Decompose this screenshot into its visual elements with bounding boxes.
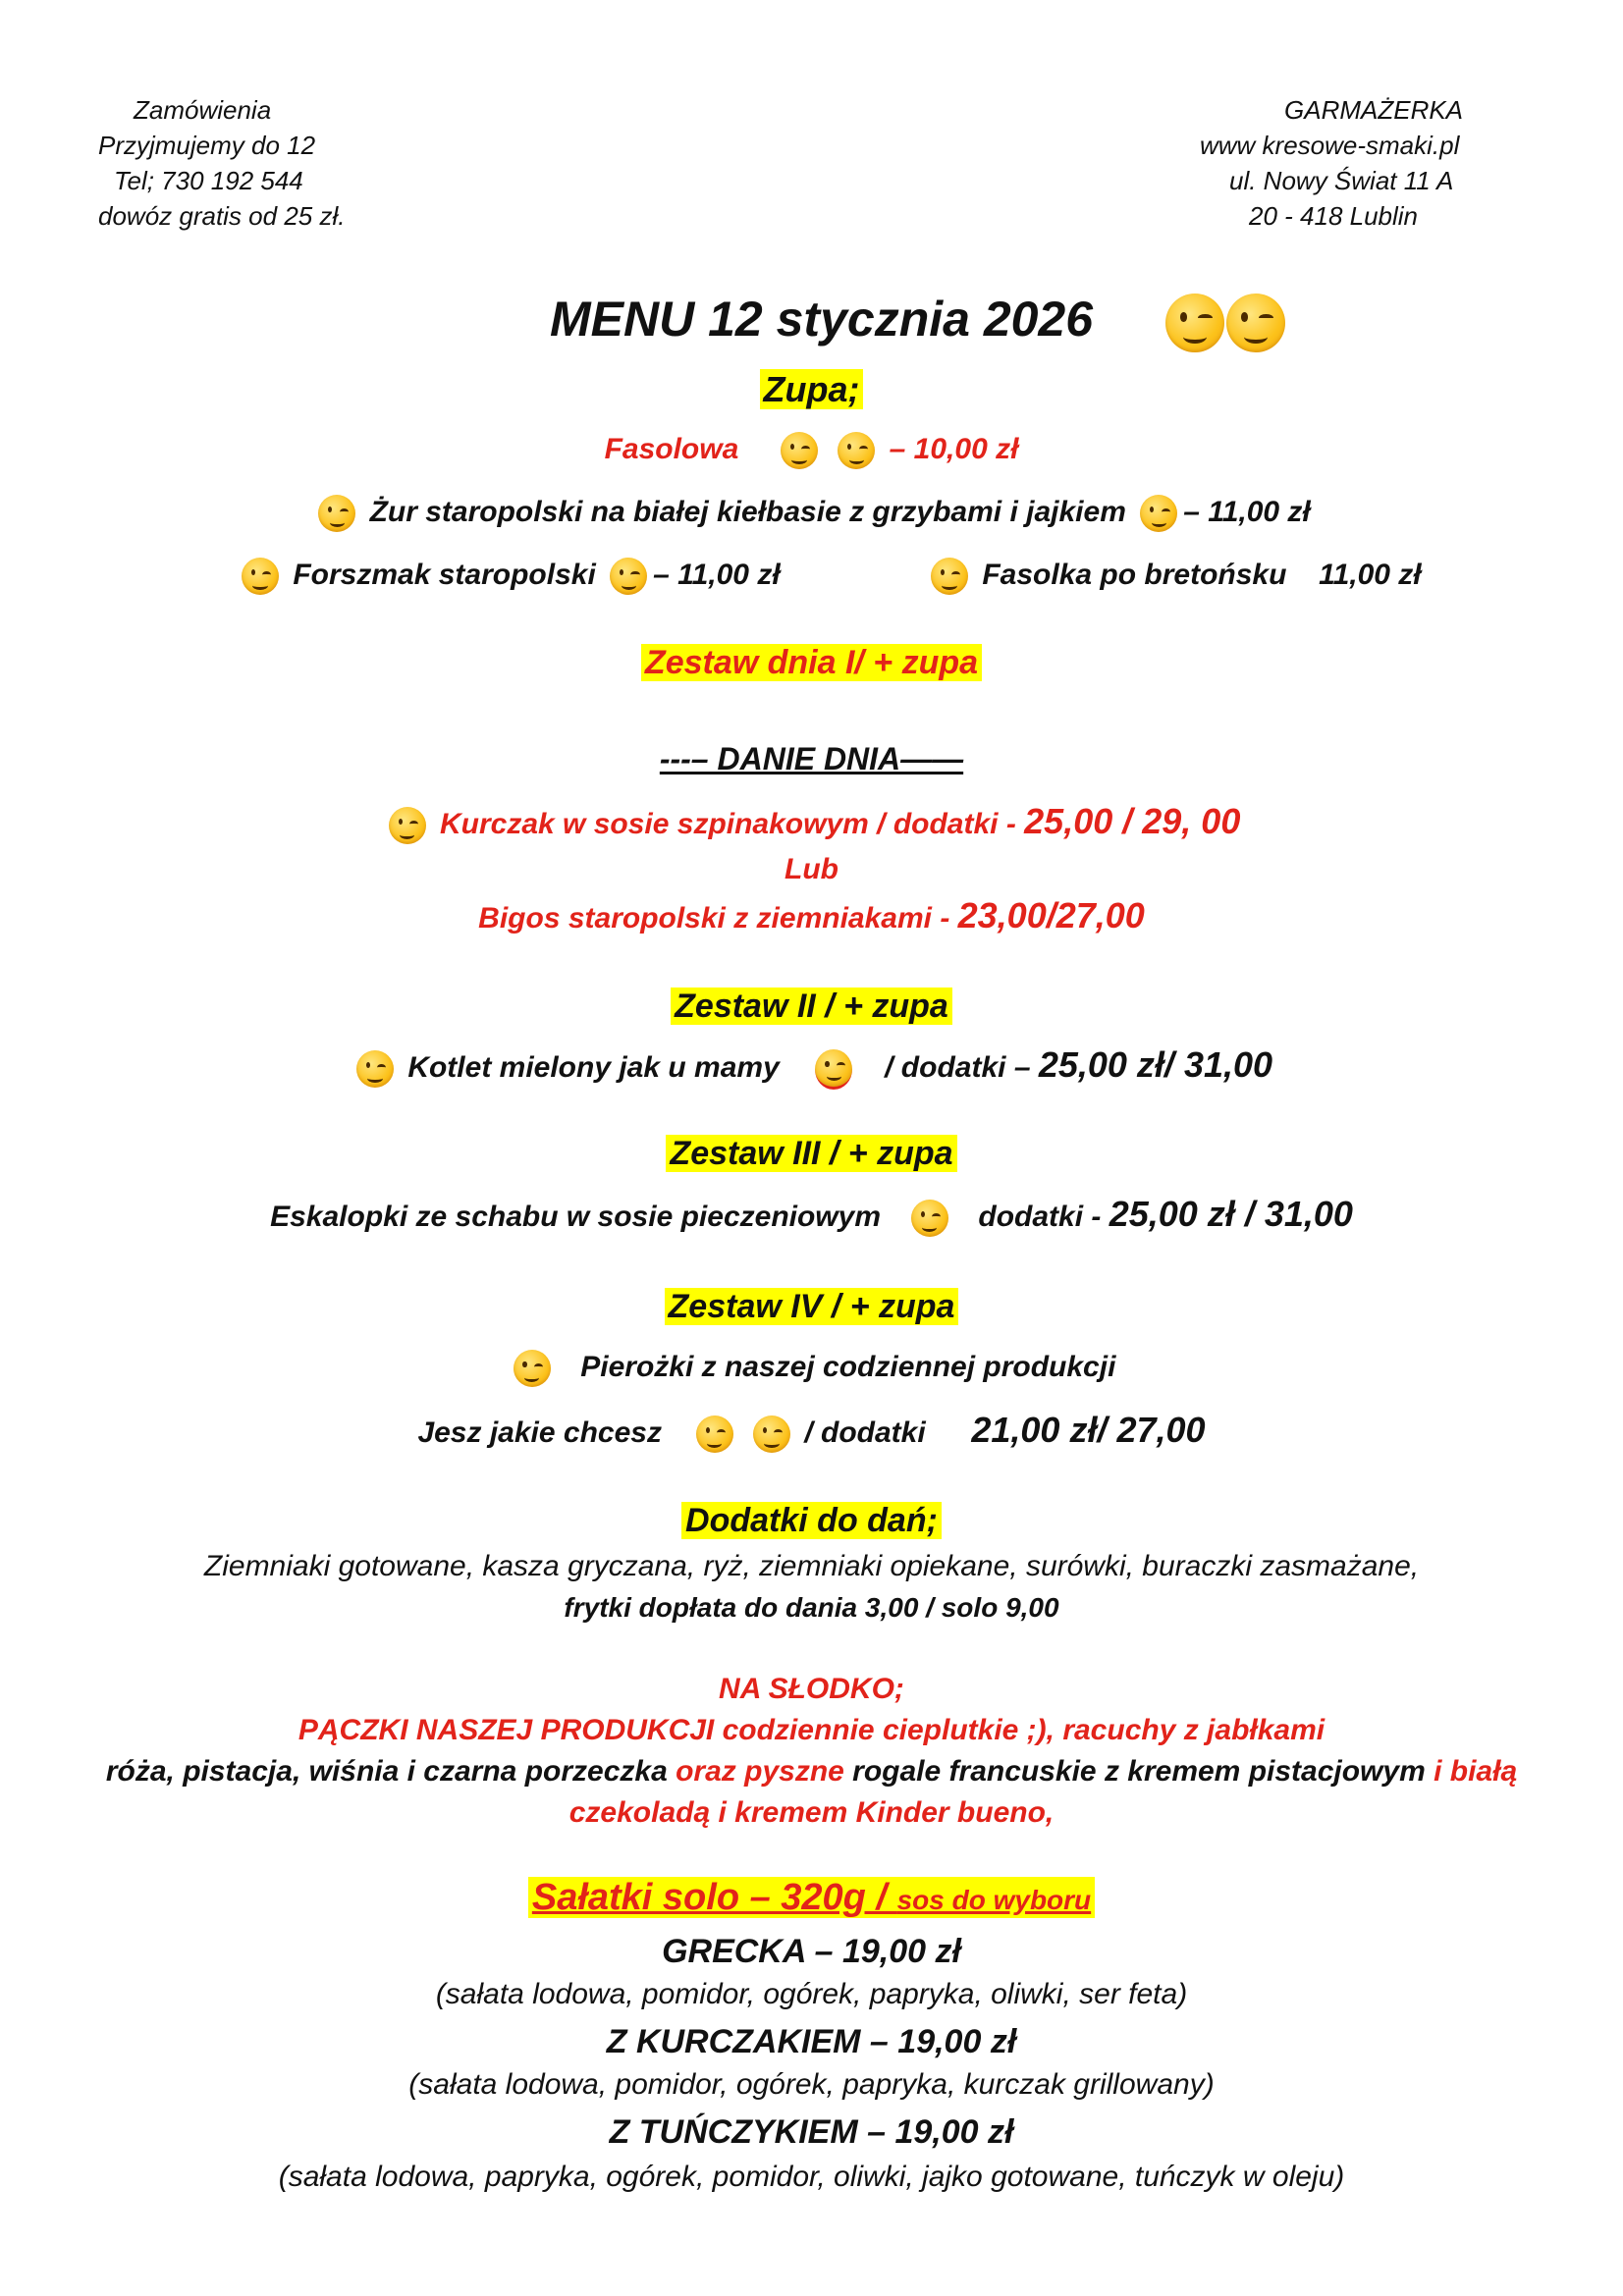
winking-face-icon: [815, 1049, 852, 1090]
set1-or: Lub: [784, 853, 839, 885]
soup-forszmak-row: [236, 554, 781, 597]
sweets-line2-a: róża, pistacja, wiśnia i czarna porzeczka: [105, 1755, 676, 1788]
set1-heading-row: [0, 638, 1623, 687]
winking-face-icon: [318, 495, 355, 532]
soup-fasolowa-price: – 10,00 zł: [889, 433, 1019, 465]
header-website: www kresowe-smaki.pl: [1200, 131, 1460, 160]
salad-greek-desc: (sałata lodowa, pomidor, ogórek, papryka, oliwki, ser feta): [435, 1978, 1188, 2010]
soup-zur-row: [0, 491, 1623, 534]
salad-tuna-desc: (sałata lodowa, papryka, ogórek, pomidor, oliwki, jajko gotowane, tuńczyk w oleju): [278, 2161, 1345, 2193]
salad-tuna-title: Z TUŃCZYKIEM – 19,00 zł: [609, 2113, 1014, 2151]
header-city: 20 - 418 Lublin: [1249, 201, 1419, 231]
set2-heading-row: [0, 982, 1623, 1031]
winking-face-icon: [1140, 495, 1177, 532]
sweets-line1: PĄCZKI NASZEJ PRODUKCJI codziennie cieplutkie ;), racuchy z jabłkami: [298, 1714, 1325, 1746]
set2-dish-price: 25,00 zł/ 31,00: [1038, 1044, 1273, 1085]
header-phone: Tel; 730 192 544: [114, 166, 303, 195]
set3-heading: Zestaw III / + zupa: [666, 1135, 956, 1172]
soup-fasolka-row: [925, 554, 1422, 597]
header-hours: Przyjmujemy do 12: [98, 131, 316, 160]
sweets-line2-b: oraz pyszne: [676, 1755, 853, 1788]
salads-heading-main: Sałatki solo – 320g /: [531, 1877, 897, 1918]
winking-face-icon: [1226, 294, 1285, 352]
soup-zur-name: Żur staropolski na białej kiełbasie z grzybami i jajkiem: [369, 496, 1126, 528]
salad-greek-title: GRECKA – 19,00 zł: [662, 1933, 961, 1970]
salads-heading-small: sos do wyboru: [896, 1885, 1092, 1915]
set3-dish-row: [0, 1192, 1623, 1240]
sweets-line2-d: i białą: [1434, 1755, 1518, 1788]
salads-heading: [528, 1877, 1095, 1918]
set4-heading: Zestaw IV / + zupa: [665, 1288, 959, 1325]
set2-heading: Zestaw II / + zupa: [671, 988, 952, 1025]
winking-face-icon: [931, 558, 968, 595]
danie-dnia-heading: ---– DANIE DNIA——: [659, 741, 964, 776]
set4-line2-row: [0, 1408, 1623, 1456]
winking-face-icon: [514, 1350, 551, 1387]
set4-dish-row: [0, 1345, 1623, 1390]
soup-zur-price: – 11,00 zł: [1183, 496, 1311, 528]
set1-dish2-price: 23,00/27,00: [957, 895, 1145, 935]
header-company: GARMAŻERKA: [1284, 95, 1464, 125]
set2-dish-name: Kotlet mielony jak u mamy: [407, 1051, 780, 1084]
soup-fasolowa-name: Fasolowa: [604, 433, 739, 465]
sweets-line2-row: [0, 1751, 1623, 1792]
set1-dish1-name: Kurczak w sosie szpinakowym / dodatki -: [439, 808, 1025, 840]
set4-dish-name: Pierożki z naszej codziennej produkcji: [580, 1351, 1116, 1383]
danie-dnia-row: [0, 736, 1623, 781]
winking-face-icon: [696, 1415, 733, 1453]
header-delivery: dowóz gratis od 25 zł.: [98, 201, 346, 231]
set1-dish2-row: [0, 893, 1623, 941]
soup-forszmak-name: Forszmak staropolski: [293, 559, 596, 591]
set3-heading-row: [0, 1129, 1623, 1178]
soup-forszmak-price: – 11,00 zł: [653, 559, 781, 591]
soup-fasolowa-row: [0, 428, 1623, 471]
winking-face-icon: [1165, 294, 1224, 352]
sides-line2: frytki dopłata do dania 3,00 / solo 9,00: [564, 1592, 1059, 1623]
header-orders: Zamówienia: [134, 95, 272, 125]
set3-dish-price: 25,00 zł / 31,00: [1109, 1194, 1353, 1234]
salad-chicken-desc: (sałata lodowa, pomidor, ogórek, papryka, kurczak grillowany): [408, 2068, 1215, 2101]
sides-heading: Dodatki do dań;: [681, 1502, 942, 1539]
set2-dish-extra: / dodatki –: [885, 1051, 1039, 1084]
set1-dish1-price: 25,00 / 29, 00: [1024, 801, 1241, 841]
set3-dish-name: Eskalopki ze schabu w sosie pieczeniowym: [270, 1201, 881, 1233]
sweets-line3: czekoladą i kremem Kinder bueno,: [568, 1796, 1055, 1829]
menu-title-row: [550, 285, 1291, 353]
set4-heading-row: [0, 1282, 1623, 1331]
set4-dish-price: 21,00 zł/ 27,00: [971, 1410, 1206, 1450]
soup-heading: Zupa;: [760, 369, 864, 409]
set4-line2-b: / dodatki: [804, 1416, 926, 1449]
set4-line2-a: Jesz jakie chcesz: [417, 1416, 662, 1449]
soup-fasolka-price: 11,00 zł: [1319, 559, 1422, 591]
winking-face-icon: [242, 558, 279, 595]
winking-face-icon: [838, 432, 875, 469]
set1-dish1-row: [0, 799, 1623, 847]
sides-heading-row: [0, 1496, 1623, 1545]
winking-face-icon: [911, 1200, 948, 1237]
set1-or-row: [0, 848, 1623, 891]
set2-dish-row: [0, 1042, 1623, 1091]
set3-dish-extra: dodatki -: [978, 1201, 1109, 1233]
set1-heading: Zestaw dnia I/ + zupa: [641, 644, 982, 681]
soup-heading-row: [0, 365, 1623, 414]
winking-face-icon: [356, 1050, 394, 1088]
soup-fasolka-name: Fasolka po bretońsku: [982, 559, 1287, 591]
sides-line1: Ziemniaki gotowane, kasza gryczana, ryż, ziemniaki opiekane, surówki, buraczki zasmażane,: [203, 1550, 1420, 1582]
winking-face-icon: [389, 807, 426, 844]
winking-face-icon: [753, 1415, 790, 1453]
header-street: ul. Nowy Świat 11 A: [1229, 166, 1454, 195]
header-right: [1200, 92, 1463, 234]
menu-title: MENU 12 stycznia 2026: [550, 292, 1094, 347]
winking-face-icon: [610, 558, 647, 595]
salads-heading-row: [0, 1871, 1623, 1927]
sweets-line2-c: rogale francuskie z kremem pistacjowym: [852, 1755, 1434, 1788]
set1-dish2-name: Bigos staropolski z ziemniakami -: [478, 902, 958, 934]
salad-chicken-title: Z KURCZAKIEM – 19,00 zł: [606, 2023, 1017, 2060]
winking-face-icon: [781, 432, 818, 469]
header-left: [98, 92, 345, 234]
sweets-heading: NA SŁODKO;: [719, 1673, 904, 1705]
